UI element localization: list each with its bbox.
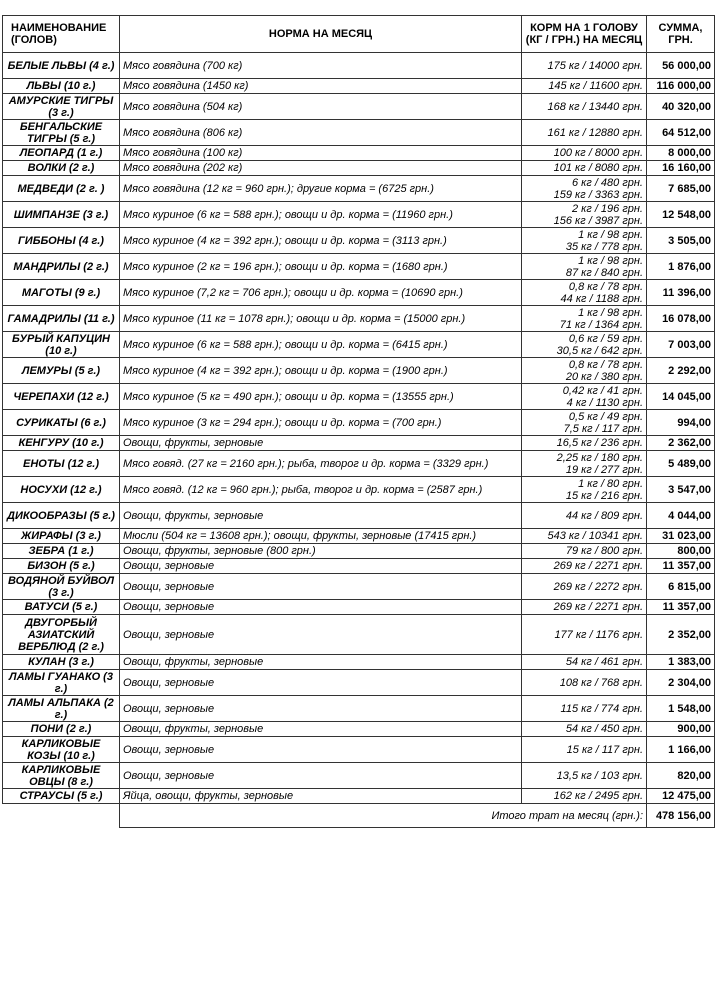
monthly-norm: Овощи, фрукты, зерновые (800 грн.): [120, 544, 522, 559]
feed-line: 71 кг / 1364 грн.: [559, 318, 643, 331]
monthly-norm: Овощи, фрукты, зерновые: [120, 655, 522, 670]
feed-per-head: [522, 280, 647, 306]
monthly-sum: 116 000,00: [647, 79, 715, 94]
table-row: [3, 254, 715, 280]
table-row: [3, 53, 715, 79]
monthly-sum: 5 489,00: [647, 451, 715, 477]
animal-name: ЛАМЫ АЛЬПАКА (2 г.): [3, 696, 120, 722]
feed-line: 2,25 кг / 180 грн.: [556, 451, 643, 464]
feed-line: 2 кг / 196 грн.: [571, 202, 643, 215]
table-row: [3, 202, 715, 228]
feed-line: 269 кг / 2271 грн.: [553, 560, 643, 572]
feed-per-head: [522, 559, 647, 574]
animal-name: ВОДЯНОЙ БУЙВОЛ (3 г.): [3, 574, 120, 600]
animal-name: ЛЬВЫ (10 г.): [3, 79, 120, 94]
monthly-sum: 16 160,00: [647, 161, 715, 176]
table-row: [3, 410, 715, 436]
animal-name: ДИКООБРАЗЫ (5 г.): [3, 503, 120, 529]
monthly-norm: Овощи, зерновые: [120, 600, 522, 615]
feed-line: 4 кг / 1130 грн.: [566, 396, 643, 409]
animal-name: ШИМПАНЗЕ (3 г.): [3, 202, 120, 228]
monthly-norm: Овощи, зерновые: [120, 615, 522, 655]
monthly-sum: 31 023,00: [647, 529, 715, 544]
monthly-sum: 2 304,00: [647, 670, 715, 696]
monthly-sum: 12 475,00: [647, 789, 715, 804]
feed-line: 115 кг / 774 грн.: [560, 702, 643, 715]
animal-name: КЕНГУРУ (10 г.): [3, 436, 120, 451]
monthly-norm: Мясо куриное (4 кг = 392 грн.); овощи и др. корма = (3113 грн.): [120, 228, 522, 254]
table-row: [3, 600, 715, 615]
monthly-norm: Мясо говядина (100 кг): [120, 146, 522, 161]
feed-line: 54 кг / 450 грн.: [565, 723, 643, 735]
animal-name: ВОЛКИ (2 г.): [3, 161, 120, 176]
feed-line: 1 кг / 98 грн.: [578, 228, 643, 241]
feed-per-head: [522, 763, 647, 789]
animal-name: ЛЕМУРЫ (5 г.): [3, 358, 120, 384]
feed-line: 1 кг / 98 грн.: [578, 254, 643, 267]
feed-line: 7,5 кг / 117 грн.: [563, 422, 643, 435]
feed-per-head: [522, 722, 647, 737]
table-row: [3, 477, 715, 503]
feed-per-head: [522, 358, 647, 384]
monthly-norm: Мясо куриное (6 кг = 588 грн.); овощи и др. корма = (6415 грн.): [120, 332, 522, 358]
feed-line: 145 кг / 11600 грн.: [548, 80, 643, 92]
feed-per-head: [522, 503, 647, 529]
feed-per-head: [522, 161, 647, 176]
feed-line: 79 кг / 800 грн.: [565, 545, 643, 557]
feed-line: 87 кг / 840 грн.: [565, 266, 643, 279]
table-row: [3, 503, 715, 529]
feed-line: 0,42 кг / 41 грн.: [562, 384, 643, 397]
monthly-norm: Мясо говядина (12 кг = 960 грн.); другие корма = (6725 грн.): [120, 176, 522, 202]
total-row: [3, 804, 715, 828]
feed-per-head: [522, 332, 647, 358]
feed-per-head: [522, 655, 647, 670]
feed-line: 20 кг / 380 грн.: [565, 370, 643, 383]
table-row: [3, 451, 715, 477]
monthly-norm: Овощи, зерновые: [120, 763, 522, 789]
feed-per-head: [522, 789, 647, 804]
feed-line: 100 кг / 8000 грн.: [553, 147, 643, 159]
monthly-sum: 2 362,00: [647, 436, 715, 451]
table-row: [3, 559, 715, 574]
monthly-sum: 820,00: [647, 763, 715, 789]
table-row: [3, 722, 715, 737]
table-row: [3, 737, 715, 763]
feed-line: 0,5 кг / 49 грн.: [568, 410, 643, 423]
animal-name: БЕЛЫЕ ЛЬВЫ (4 г.): [3, 53, 120, 79]
table-row: [3, 763, 715, 789]
monthly-sum: 12 548,00: [647, 202, 715, 228]
monthly-norm: Мясо говядина (806 кг): [120, 120, 522, 146]
table-row: [3, 228, 715, 254]
table-row: [3, 358, 715, 384]
monthly-norm: Овощи, фрукты, зерновые: [120, 722, 522, 737]
table-row: [3, 544, 715, 559]
feed-per-head: [522, 529, 647, 544]
feed-line: 35 кг / 778 грн.: [565, 240, 643, 253]
monthly-sum: 1 383,00: [647, 655, 715, 670]
table-row: [3, 384, 715, 410]
monthly-sum: 1 548,00: [647, 696, 715, 722]
monthly-norm: Мясо куриное (2 кг = 196 грн.); овощи и др. корма = (1680 грн.): [120, 254, 522, 280]
feed-per-head: [522, 120, 647, 146]
feed-per-head: [522, 436, 647, 451]
monthly-norm: Мясо говядина (1450 кг): [120, 79, 522, 94]
header-feed: КОРМ НА 1 ГОЛОВУ (КГ / ГРН.) НА МЕСЯЦ: [522, 16, 647, 53]
feed-per-head: [522, 146, 647, 161]
monthly-norm: Мюсли (504 кг = 13608 грн.); овощи, фрукты, зерновые (17415 грн.): [120, 529, 522, 544]
monthly-sum: 14 045,00: [647, 384, 715, 410]
monthly-sum: 1 876,00: [647, 254, 715, 280]
monthly-sum: 1 166,00: [647, 737, 715, 763]
header-row: [3, 16, 715, 53]
animal-name: НОСУХИ (12 г.): [3, 477, 120, 503]
feed-line: 156 кг / 3987 грн.: [553, 214, 643, 227]
table-row: [3, 332, 715, 358]
monthly-sum: 800,00: [647, 544, 715, 559]
feed-per-head: [522, 384, 647, 410]
table-row: [3, 161, 715, 176]
total-value: 478 156,00: [647, 804, 715, 828]
monthly-norm: Овощи, фрукты, зерновые: [120, 436, 522, 451]
feed-per-head: [522, 574, 647, 600]
feed-line: 15 кг / 117 грн.: [566, 743, 643, 756]
monthly-sum: 7 685,00: [647, 176, 715, 202]
animal-name: МАНДРИЛЫ (2 г.): [3, 254, 120, 280]
table-row: [3, 655, 715, 670]
animal-name: КУЛАН (3 г.): [3, 655, 120, 670]
monthly-norm: Овощи, зерновые: [120, 574, 522, 600]
monthly-norm: Яйца, овощи, фрукты, зерновые: [120, 789, 522, 804]
monthly-sum: 2 292,00: [647, 358, 715, 384]
table-row: [3, 120, 715, 146]
feed-per-head: [522, 53, 647, 79]
feed-per-head: [522, 600, 647, 615]
feed-line: 0,8 кг / 78 грн.: [568, 358, 643, 371]
feed-line: 159 кг / 3363 грн.: [553, 188, 643, 201]
table-row: [3, 670, 715, 696]
feed-per-head: [522, 670, 647, 696]
monthly-sum: 7 003,00: [647, 332, 715, 358]
feed-per-head: [522, 176, 647, 202]
monthly-sum: 994,00: [647, 410, 715, 436]
table-row: [3, 280, 715, 306]
monthly-norm: Мясо куриное (7,2 кг = 706 грн.); овощи и др. корма = (10690 грн.): [120, 280, 522, 306]
feed-line: 16,5 кг / 236 грн.: [556, 437, 643, 449]
monthly-sum: 8 000,00: [647, 146, 715, 161]
feed-line: 543 кг / 10341 грн.: [547, 530, 643, 542]
monthly-norm: Мясо говяд. (27 кг = 2160 грн.); рыба, творог и др. корма = (3329 грн.): [120, 451, 522, 477]
header-norm: НОРМА НА МЕСЯЦ: [120, 16, 522, 53]
animal-name: ПОНИ (2 г.): [3, 722, 120, 737]
animal-name: КАРЛИКОВЫЕ ОВЦЫ (8 г.): [3, 763, 120, 789]
monthly-sum: 56 000,00: [647, 53, 715, 79]
feed-line: 30,5 кг / 642 грн.: [556, 344, 643, 357]
feed-per-head: [522, 410, 647, 436]
expense-table: [2, 15, 715, 828]
table-row: [3, 574, 715, 600]
feed-line: 177 кг / 1176 грн.: [554, 628, 643, 641]
monthly-norm: Овощи, зерновые: [120, 696, 522, 722]
animal-name: СУРИКАТЫ (6 г.): [3, 410, 120, 436]
animal-name: МЕДВЕДИ (2 г. ): [3, 176, 120, 202]
monthly-sum: 16 078,00: [647, 306, 715, 332]
table-row: [3, 176, 715, 202]
feed-line: 6 кг / 480 грн.: [571, 176, 643, 189]
monthly-sum: 40 320,00: [647, 94, 715, 120]
monthly-sum: 3 505,00: [647, 228, 715, 254]
feed-line: 1 кг / 80 грн.: [578, 477, 643, 490]
table-body: [3, 53, 715, 804]
feed-per-head: [522, 94, 647, 120]
feed-per-head: [522, 228, 647, 254]
animal-name: ГИББОНЫ (4 г.): [3, 228, 120, 254]
feed-line: 1 кг / 98 грн.: [578, 306, 643, 319]
feed-line: 0,8 кг / 78 грн.: [568, 280, 643, 293]
feed-per-head: [522, 477, 647, 503]
table-row: [3, 146, 715, 161]
animal-name: АМУРСКИЕ ТИГРЫ (3 г.): [3, 94, 120, 120]
feed-per-head: [522, 544, 647, 559]
feed-per-head: [522, 202, 647, 228]
animal-name: КАРЛИКОВЫЕ КОЗЫ (10 г.): [3, 737, 120, 763]
monthly-sum: 11 396,00: [647, 280, 715, 306]
feed-line: 54 кг / 461 грн.: [565, 656, 643, 668]
feed-per-head: [522, 696, 647, 722]
monthly-norm: Мясо говядина (504 кг): [120, 94, 522, 120]
table-row: [3, 696, 715, 722]
feed-per-head: [522, 615, 647, 655]
monthly-sum: 2 352,00: [647, 615, 715, 655]
feed-line: 161 кг / 12880 грн.: [547, 126, 643, 139]
feed-per-head: [522, 737, 647, 763]
monthly-norm: Мясо куриное (6 кг = 588 грн.); овощи и др. корма = (11960 грн.): [120, 202, 522, 228]
table-row: [3, 529, 715, 544]
monthly-norm: Мясо куриное (3 кг = 294 грн.); овощи и др. корма = (700 грн.): [120, 410, 522, 436]
monthly-sum: 3 547,00: [647, 477, 715, 503]
total-spacer: [3, 804, 120, 828]
feed-per-head: [522, 306, 647, 332]
feed-line: 269 кг / 2271 грн.: [553, 601, 643, 613]
animal-name: ЖИРАФЫ (3 г.): [3, 529, 120, 544]
monthly-norm: Мясо говядина (700 кг): [120, 53, 522, 79]
feed-per-head: [522, 451, 647, 477]
animal-name: ВАТУСИ (5 г.): [3, 600, 120, 615]
feed-line: 44 кг / 1188 грн.: [560, 292, 643, 305]
monthly-norm: Мясо куриное (11 кг = 1078 грн.); овощи и др. корма = (15000 грн.): [120, 306, 522, 332]
monthly-norm: Овощи, фрукты, зерновые: [120, 503, 522, 529]
monthly-sum: 6 815,00: [647, 574, 715, 600]
monthly-sum: 900,00: [647, 722, 715, 737]
animal-name: ЕНОТЫ (12 г.): [3, 451, 120, 477]
table-row: [3, 615, 715, 655]
animal-name: ДВУГОРБЫЙ АЗИАТСКИЙ ВЕРБЛЮД (2 г.): [3, 615, 120, 655]
monthly-sum: 4 044,00: [647, 503, 715, 529]
monthly-norm: Овощи, зерновые: [120, 559, 522, 574]
table-row: [3, 789, 715, 804]
monthly-sum: 11 357,00: [647, 600, 715, 615]
total-label: Итого трат на месяц (грн.):: [120, 804, 647, 828]
feed-line: 0,6 кг / 59 грн.: [568, 332, 643, 345]
feed-line: 269 кг / 2272 грн.: [553, 580, 643, 593]
feed-per-head: [522, 79, 647, 94]
animal-name: ГАМАДРИЛЫ (11 г.): [3, 306, 120, 332]
feed-line: 162 кг / 2495 грн.: [553, 790, 643, 802]
monthly-norm: Мясо куриное (5 кг = 490 грн.); овощи и др. корма = (13555 грн.): [120, 384, 522, 410]
animal-name: БИЗОН (5 г.): [3, 559, 120, 574]
monthly-norm: Мясо куриное (4 кг = 392 грн.); овощи и др. корма = (1900 грн.): [120, 358, 522, 384]
monthly-sum: 11 357,00: [647, 559, 715, 574]
table-row: [3, 436, 715, 451]
table-row: [3, 79, 715, 94]
feed-line: 168 кг / 13440 грн.: [547, 100, 643, 113]
animal-name: МАГОТЫ (9 г.): [3, 280, 120, 306]
header-sum: СУММА, ГРН.: [647, 16, 715, 53]
feed-line: 19 кг / 277 грн.: [565, 463, 643, 476]
header-name: НАИМЕНОВАНИЕ (ГОЛОВ): [3, 16, 120, 53]
animal-name: ЛЕОПАРД (1 г.): [3, 146, 120, 161]
feed-line: 175 кг / 14000 грн.: [547, 59, 643, 72]
table-row: [3, 94, 715, 120]
animal-name: БЕНГАЛЬСКИЕ ТИГРЫ (5 г.): [3, 120, 120, 146]
feed-line: 108 кг / 768 грн.: [559, 676, 643, 689]
monthly-norm: Овощи, зерновые: [120, 737, 522, 763]
animal-name: ЛАМЫ ГУАНАКО (3 г.): [3, 670, 120, 696]
feed-line: 13,5 кг / 103 грн.: [556, 769, 643, 782]
feed-per-head: [522, 254, 647, 280]
monthly-norm: Овощи, зерновые: [120, 670, 522, 696]
table-row: [3, 306, 715, 332]
monthly-norm: Мясо говядина (202 кг): [120, 161, 522, 176]
feed-line: 101 кг / 8080 грн.: [553, 162, 643, 174]
animal-name: СТРАУСЫ (5 г.): [3, 789, 120, 804]
feed-line: 44 кг / 809 грн.: [565, 509, 643, 522]
monthly-norm: Мясо говяд. (12 кг = 960 грн.); рыба, творог и др. корма = (2587 грн.): [120, 477, 522, 503]
animal-name: ЗЕБРА (1 г.): [3, 544, 120, 559]
feed-line: 15 кг / 216 грн.: [565, 489, 643, 502]
animal-name: БУРЫЙ КАПУЦИН (10 г.): [3, 332, 120, 358]
animal-name: ЧЕРЕПАХИ (12 г.): [3, 384, 120, 410]
monthly-sum: 64 512,00: [647, 120, 715, 146]
